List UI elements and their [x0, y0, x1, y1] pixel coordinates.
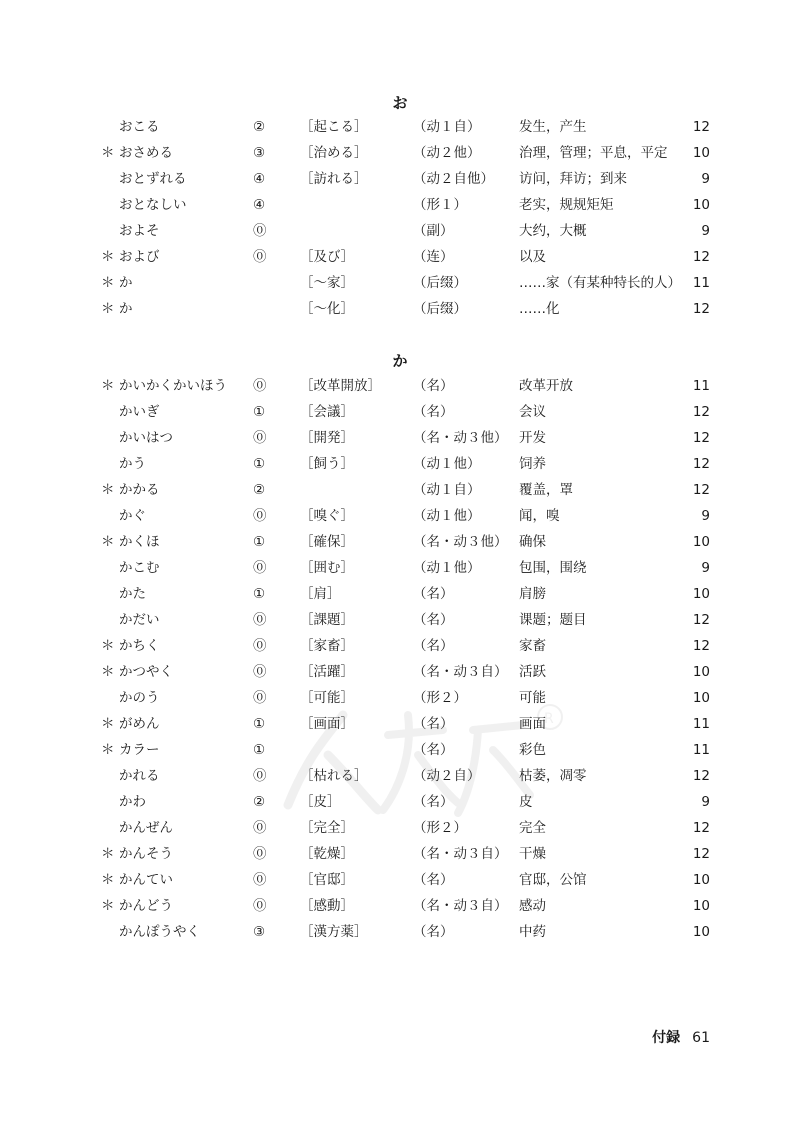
asterisk-mark: ＊ — [101, 664, 115, 680]
lesson-number: 12 — [692, 119, 710, 135]
meaning: 中药 — [519, 924, 546, 940]
kana-reading: か — [119, 301, 133, 317]
kanji-form: ［皮］ — [300, 794, 341, 810]
accent-number: ② — [253, 119, 266, 135]
accent-number: ⓪ — [253, 430, 267, 446]
meaning: 发生，产生 — [519, 119, 587, 135]
list-item — [0, 425, 800, 451]
accent-number: ⓪ — [253, 378, 267, 394]
kanji-form: ［～化］ — [300, 301, 354, 317]
lesson-number: 12 — [692, 430, 710, 446]
list-item — [0, 244, 800, 270]
list-item — [0, 477, 800, 503]
kanji-form: ［画面］ — [300, 716, 354, 732]
kana-reading: かいかくかいほう — [119, 378, 227, 394]
part-of-speech: （动２自） — [413, 768, 481, 784]
part-of-speech: （名） — [413, 742, 454, 758]
list-item — [0, 399, 800, 425]
accent-number: ⓪ — [253, 664, 267, 680]
meaning: 干燥 — [519, 846, 546, 862]
lesson-number: 10 — [692, 924, 710, 940]
lesson-number: 11 — [692, 275, 710, 291]
kanji-form: ［訪れる］ — [300, 171, 368, 187]
asterisk-mark: ＊ — [101, 249, 115, 265]
list-item — [0, 529, 800, 555]
asterisk-mark: ＊ — [101, 716, 115, 732]
lesson-number: 12 — [692, 638, 710, 654]
list-item — [0, 685, 800, 711]
accent-number: ⓪ — [253, 560, 267, 576]
kana-reading: かちく — [119, 638, 160, 654]
meaning: 家畜 — [519, 638, 546, 654]
kanji-form: ［漢方薬］ — [300, 924, 368, 940]
kana-reading: かわ — [119, 794, 146, 810]
kana-reading: かかる — [119, 482, 160, 498]
part-of-speech: （名・动３自） — [413, 898, 508, 914]
accent-number: ① — [253, 742, 266, 758]
kana-reading: かつやく — [119, 664, 173, 680]
list-item — [0, 296, 800, 322]
lesson-number: 9 — [701, 223, 710, 239]
asterisk-mark: ＊ — [101, 742, 115, 758]
meaning: 访问，拜访；到来 — [519, 171, 627, 187]
lesson-number: 11 — [692, 742, 710, 758]
meaning: 会议 — [519, 404, 546, 420]
lesson-number: 12 — [692, 301, 710, 317]
part-of-speech: （名） — [413, 924, 454, 940]
lesson-number: 12 — [692, 820, 710, 836]
list-item — [0, 919, 800, 945]
accent-number: ⓪ — [253, 612, 267, 628]
meaning: ……化 — [519, 301, 560, 317]
kana-reading: かんどう — [119, 898, 173, 914]
asterisk-mark: ＊ — [101, 482, 115, 498]
list-item — [0, 451, 800, 477]
appendix-label: 付録 — [652, 1030, 681, 1046]
part-of-speech: （动１他） — [413, 456, 481, 472]
list-item — [0, 140, 800, 166]
accent-number: ① — [253, 456, 266, 472]
part-of-speech: （名・动３他） — [413, 430, 508, 446]
asterisk-mark: ＊ — [101, 534, 115, 550]
meaning: 皮 — [519, 794, 533, 810]
asterisk-mark: ＊ — [101, 145, 115, 161]
kana-reading: およそ — [119, 223, 160, 239]
list-item — [0, 789, 800, 815]
accent-number: ① — [253, 716, 266, 732]
asterisk-mark: ＊ — [101, 638, 115, 654]
part-of-speech: （动１他） — [413, 560, 481, 576]
asterisk-mark: ＊ — [101, 378, 115, 394]
kana-reading: かぐ — [119, 508, 146, 524]
meaning: 肩膀 — [519, 586, 546, 602]
list-item — [0, 607, 800, 633]
kana-reading: おこる — [119, 119, 160, 135]
meaning: 治理，管理；平息，平定 — [519, 145, 668, 161]
asterisk-mark: ＊ — [101, 872, 115, 888]
part-of-speech: （动１自） — [413, 482, 481, 498]
list-item — [0, 633, 800, 659]
list-item — [0, 763, 800, 789]
meaning: 覆盖，罩 — [519, 482, 573, 498]
list-item — [0, 581, 800, 607]
kana-reading: かう — [119, 456, 146, 472]
list-item — [0, 841, 800, 867]
meaning: ……家（有某种特长的人） — [519, 275, 681, 291]
part-of-speech: （名・动３他） — [413, 534, 508, 550]
lesson-number: 9 — [701, 171, 710, 187]
lesson-number: 12 — [692, 846, 710, 862]
accent-number: ③ — [253, 924, 266, 940]
part-of-speech: （名） — [413, 612, 454, 628]
kana-reading: かくほ — [119, 534, 160, 550]
kanji-form: ［活躍］ — [300, 664, 354, 680]
accent-number: ⓪ — [253, 638, 267, 654]
accent-number: ⓪ — [253, 820, 267, 836]
list-item — [0, 711, 800, 737]
meaning: 大约，大概 — [519, 223, 587, 239]
meaning: 官邸，公馆 — [519, 872, 587, 888]
svg-text:R: R — [544, 711, 554, 727]
kanji-form: ［囲む］ — [300, 560, 354, 576]
meaning: 饲养 — [519, 456, 546, 472]
list-item — [0, 815, 800, 841]
kanji-form: ［完全］ — [300, 820, 354, 836]
list-item — [0, 555, 800, 581]
part-of-speech: （连） — [413, 249, 454, 265]
list-item — [0, 503, 800, 529]
section-heading-o: お — [392, 94, 408, 112]
asterisk-mark: ＊ — [101, 275, 115, 291]
part-of-speech: （后缀） — [413, 275, 467, 291]
accent-number: ① — [253, 586, 266, 602]
meaning: 画面 — [519, 716, 546, 732]
kanji-form: ［確保］ — [300, 534, 354, 550]
part-of-speech: （名） — [413, 794, 454, 810]
kanji-form: ［官邸］ — [300, 872, 354, 888]
kanji-form: ［嗅ぐ］ — [300, 508, 354, 524]
kana-reading: かんぜん — [119, 820, 173, 836]
lesson-number: 12 — [692, 249, 710, 265]
list-item — [0, 114, 800, 140]
kana-reading: かのう — [119, 690, 160, 706]
kana-reading: かこむ — [119, 560, 160, 576]
kana-reading: おとなしい — [119, 197, 187, 213]
lesson-number: 12 — [692, 404, 710, 420]
part-of-speech: （动１他） — [413, 508, 481, 524]
accent-number: ④ — [253, 197, 266, 213]
lesson-number: 10 — [692, 690, 710, 706]
meaning: 开发 — [519, 430, 546, 446]
part-of-speech: （形２） — [413, 820, 467, 836]
list-item — [0, 218, 800, 244]
kana-reading: おとずれる — [119, 171, 187, 187]
lesson-number: 12 — [692, 456, 710, 472]
lesson-number: 11 — [692, 378, 710, 394]
list-item — [0, 166, 800, 192]
asterisk-mark: ＊ — [101, 301, 115, 317]
kana-reading: がめん — [119, 716, 160, 732]
accent-number: ⓪ — [253, 223, 267, 239]
part-of-speech: （名） — [413, 378, 454, 394]
lesson-number: 10 — [692, 586, 710, 602]
lesson-number: 10 — [692, 898, 710, 914]
kana-reading: おさめる — [119, 145, 173, 161]
section-heading-ka: か — [392, 352, 408, 370]
meaning: 可能 — [519, 690, 546, 706]
meaning: 改革开放 — [519, 378, 573, 394]
kanji-form: ［治める］ — [300, 145, 368, 161]
part-of-speech: （副） — [413, 223, 454, 239]
accent-number: ② — [253, 482, 266, 498]
lesson-number: 12 — [692, 482, 710, 498]
accent-number: ① — [253, 534, 266, 550]
kana-reading: かんぽうやく — [119, 924, 200, 940]
part-of-speech: （后缀） — [413, 301, 467, 317]
kanji-form: ［家畜］ — [300, 638, 354, 654]
part-of-speech: （形１） — [413, 197, 467, 213]
lesson-number: 10 — [692, 872, 710, 888]
part-of-speech: （名） — [413, 872, 454, 888]
meaning: 枯萎，凋零 — [519, 768, 587, 784]
list-item — [0, 867, 800, 893]
kanji-form: ［～家］ — [300, 275, 354, 291]
lesson-number: 11 — [692, 716, 710, 732]
meaning: 确保 — [519, 534, 546, 550]
accent-number: ⓪ — [253, 508, 267, 524]
kanji-form: ［改革開放］ — [300, 378, 381, 394]
list-item — [0, 270, 800, 296]
accent-number: ⓪ — [253, 249, 267, 265]
kana-reading: かだい — [119, 612, 160, 628]
lesson-number: 12 — [692, 612, 710, 628]
kana-reading: かいぎ — [119, 404, 160, 420]
meaning: 感动 — [519, 898, 546, 914]
part-of-speech: （名） — [413, 638, 454, 654]
kana-reading: かれる — [119, 768, 160, 784]
lesson-number: 9 — [701, 508, 710, 524]
lesson-number: 10 — [692, 145, 710, 161]
kanji-form: ［枯れる］ — [300, 768, 368, 784]
kana-reading: か — [119, 275, 133, 291]
meaning: 包围，围绕 — [519, 560, 587, 576]
accent-number: ① — [253, 404, 266, 420]
kanji-form: ［乾燥］ — [300, 846, 354, 862]
accent-number: ⓪ — [253, 690, 267, 706]
accent-number: ⓪ — [253, 872, 267, 888]
kanji-form: ［会議］ — [300, 404, 354, 420]
list-item — [0, 737, 800, 763]
kanji-form: ［及び］ — [300, 249, 355, 265]
accent-number: ⓪ — [253, 768, 267, 784]
kana-reading: カラー — [119, 742, 160, 758]
lesson-number: 12 — [692, 768, 710, 784]
kana-reading: かんてい — [119, 872, 173, 888]
accent-number: ③ — [253, 145, 266, 161]
accent-number: ④ — [253, 171, 266, 187]
part-of-speech: （形２） — [413, 690, 467, 706]
list-item — [0, 659, 800, 685]
kanji-form: ［課題］ — [300, 612, 354, 628]
lesson-number: 10 — [692, 197, 710, 213]
part-of-speech: （名・动３自） — [413, 846, 508, 862]
lesson-number: 9 — [701, 560, 710, 576]
list-item — [0, 373, 800, 399]
meaning: 闻，嗅 — [519, 508, 560, 524]
part-of-speech: （名・动３自） — [413, 664, 508, 680]
accent-number: ② — [253, 794, 266, 810]
meaning: 课题；题目 — [519, 612, 587, 628]
asterisk-mark: ＊ — [101, 846, 115, 862]
meaning: 老实，规规矩矩 — [519, 197, 614, 213]
part-of-speech: （动１自） — [413, 119, 481, 135]
meaning: 彩色 — [519, 742, 546, 758]
meaning: 活跃 — [519, 664, 546, 680]
part-of-speech: （动２他） — [413, 145, 481, 161]
kana-reading: かんそう — [119, 846, 173, 862]
list-item — [0, 192, 800, 218]
kanji-form: ［飼う］ — [300, 456, 354, 472]
page-footer — [652, 1027, 710, 1047]
kana-reading: かいはつ — [119, 430, 173, 446]
lesson-number: 10 — [692, 534, 710, 550]
kanji-form: ［起こる］ — [300, 119, 368, 135]
kanji-form: ［感動］ — [300, 898, 354, 914]
kana-reading: および — [119, 249, 160, 265]
meaning: 以及 — [519, 249, 546, 265]
accent-number: ⓪ — [253, 898, 267, 914]
meaning: 完全 — [519, 820, 546, 836]
page-number: 61 — [692, 1030, 710, 1046]
kana-reading: かた — [119, 586, 146, 602]
lesson-number: 9 — [701, 794, 710, 810]
part-of-speech: （名） — [413, 404, 454, 420]
accent-number: ⓪ — [253, 846, 267, 862]
part-of-speech: （动２自他） — [413, 171, 494, 187]
part-of-speech: （名） — [413, 716, 454, 732]
lesson-number: 10 — [692, 664, 710, 680]
kanji-form: ［可能］ — [300, 690, 354, 706]
list-item — [0, 893, 800, 919]
kanji-form: ［肩］ — [300, 586, 341, 602]
asterisk-mark: ＊ — [101, 898, 115, 914]
kanji-form: ［開発］ — [300, 430, 354, 446]
part-of-speech: （名） — [413, 586, 454, 602]
